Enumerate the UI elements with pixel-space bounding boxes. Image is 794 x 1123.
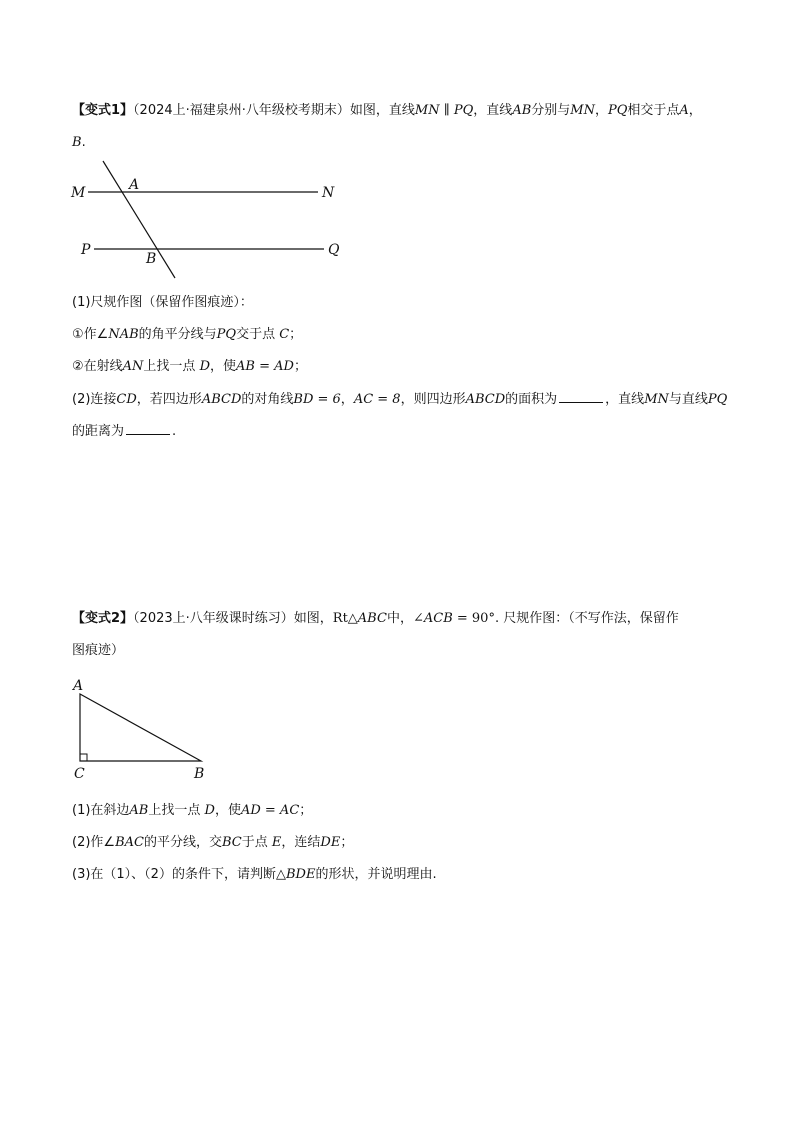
text: ①作∠ <box>72 327 109 342</box>
math: D <box>204 803 215 818</box>
label-a: A <box>129 177 140 193</box>
text: 上找一点 <box>148 803 205 818</box>
problem1-heading: 【变式1】 <box>72 103 134 118</box>
text: 交于点 <box>236 327 280 342</box>
problem2-statement <box>72 610 679 628</box>
math: BAC <box>115 835 144 850</box>
label-a: A <box>73 678 84 694</box>
math: B <box>72 135 82 150</box>
problem2-q2 <box>72 834 353 852</box>
label-m: M <box>71 185 86 201</box>
text: ，使 <box>214 803 241 818</box>
text: ，若四边形 <box>136 392 202 407</box>
text: ； <box>289 327 303 342</box>
math: AC = 8 <box>353 392 401 407</box>
text: ， <box>594 103 608 118</box>
text: 中， <box>386 611 413 626</box>
math: MN <box>570 103 595 118</box>
text: ； <box>340 835 354 850</box>
math: AN <box>122 359 144 374</box>
problem2-q1 <box>72 802 312 820</box>
math: PQ <box>216 327 237 342</box>
math: ABCD <box>465 392 506 407</box>
math: △ <box>347 611 358 626</box>
problem1-step1 <box>72 326 302 344</box>
math: PQ <box>453 103 474 118</box>
label-b: B <box>146 251 157 267</box>
text: 如图， <box>293 611 333 626</box>
math: D <box>199 359 210 374</box>
math: ACB <box>423 611 453 626</box>
text: 的面积为 <box>505 392 558 407</box>
problem1-part2 <box>72 390 727 409</box>
math: BD = 6 <box>293 392 341 407</box>
math: PQ <box>607 103 628 118</box>
text: ； <box>293 359 307 374</box>
math: DE <box>320 835 341 850</box>
text: . <box>81 135 86 150</box>
math: MN <box>644 392 669 407</box>
math: AB = AD <box>236 359 294 374</box>
math: A <box>679 103 689 118</box>
label-n: N <box>322 185 335 201</box>
label-q: Q <box>328 242 340 258</box>
text: . 尺规作图：（不写作法，保留作 <box>494 611 679 626</box>
math: AB <box>129 803 149 818</box>
triangle-abc <box>80 694 201 761</box>
label-b: B <box>194 766 205 782</box>
math: AD = AC <box>240 803 300 818</box>
text: 如图，直线 <box>349 103 415 118</box>
text: (3)在（1）、（2）的条件下，请判断 <box>72 867 276 882</box>
label-c: C <box>74 766 85 782</box>
problem2-source: （2023上·八年级课时练习） <box>133 611 294 626</box>
text: ②在射线 <box>72 359 123 374</box>
math: AB <box>512 103 532 118</box>
label-p: P <box>81 242 91 258</box>
math: △ <box>275 867 286 882</box>
math: = 90° <box>452 611 495 626</box>
text: ，连结 <box>281 835 321 850</box>
text: 的平分线，交 <box>143 835 222 850</box>
problem1-source: （2024上·福建泉州·八年级校考期末） <box>133 103 350 118</box>
math: ∥ <box>439 103 454 118</box>
problem1-part1-title: (1)尺规作图（保留作图痕迹）： <box>72 295 253 310</box>
text: 的形状，并说明理由. <box>315 867 437 882</box>
math: C <box>279 327 290 342</box>
text: ，直线 <box>605 392 645 407</box>
text: (2)作∠ <box>72 835 116 850</box>
problem2-heading: 【变式2】 <box>72 611 134 626</box>
text: ； <box>299 803 313 818</box>
right-angle-mark <box>80 754 87 761</box>
text: (2)连接 <box>72 392 117 407</box>
text: . <box>172 424 177 439</box>
problem2-q3 <box>72 866 437 884</box>
problem2-statement-cont: 图痕迹） <box>72 643 125 658</box>
text: ，则四边形 <box>400 392 466 407</box>
problem1-statement <box>72 102 702 120</box>
problem1-part2-cont <box>72 422 176 441</box>
math: ABCD <box>201 392 242 407</box>
math: E <box>271 835 282 850</box>
text: 的对角线 <box>241 392 294 407</box>
math: BDE <box>285 867 316 882</box>
text: ，直线 <box>473 103 513 118</box>
math: MN <box>414 103 440 118</box>
text: (1)在斜边 <box>72 803 130 818</box>
text: ，使 <box>210 359 237 374</box>
answer-blank-distance[interactable] <box>126 422 170 435</box>
problem1-step2 <box>72 358 307 376</box>
math: ABC <box>357 611 387 626</box>
problem1-figure <box>60 150 360 290</box>
math: ∠ <box>412 611 424 626</box>
math: Rt <box>332 611 348 626</box>
text: 的距离为 <box>72 424 125 439</box>
text: 分别与 <box>531 103 571 118</box>
text: 与直线 <box>668 392 708 407</box>
math: PQ <box>707 392 728 407</box>
text: ， <box>340 392 354 407</box>
text: 相交于点 <box>627 103 680 118</box>
text: 于点 <box>241 835 272 850</box>
problem2-figure <box>66 674 226 784</box>
math: NAB <box>108 327 139 342</box>
answer-blank-area[interactable] <box>559 390 603 403</box>
text: 上找一点 <box>143 359 200 374</box>
text: ， <box>688 103 702 118</box>
math: BC <box>221 835 242 850</box>
text: 的角平分线与 <box>138 327 217 342</box>
math: CD <box>116 392 137 407</box>
